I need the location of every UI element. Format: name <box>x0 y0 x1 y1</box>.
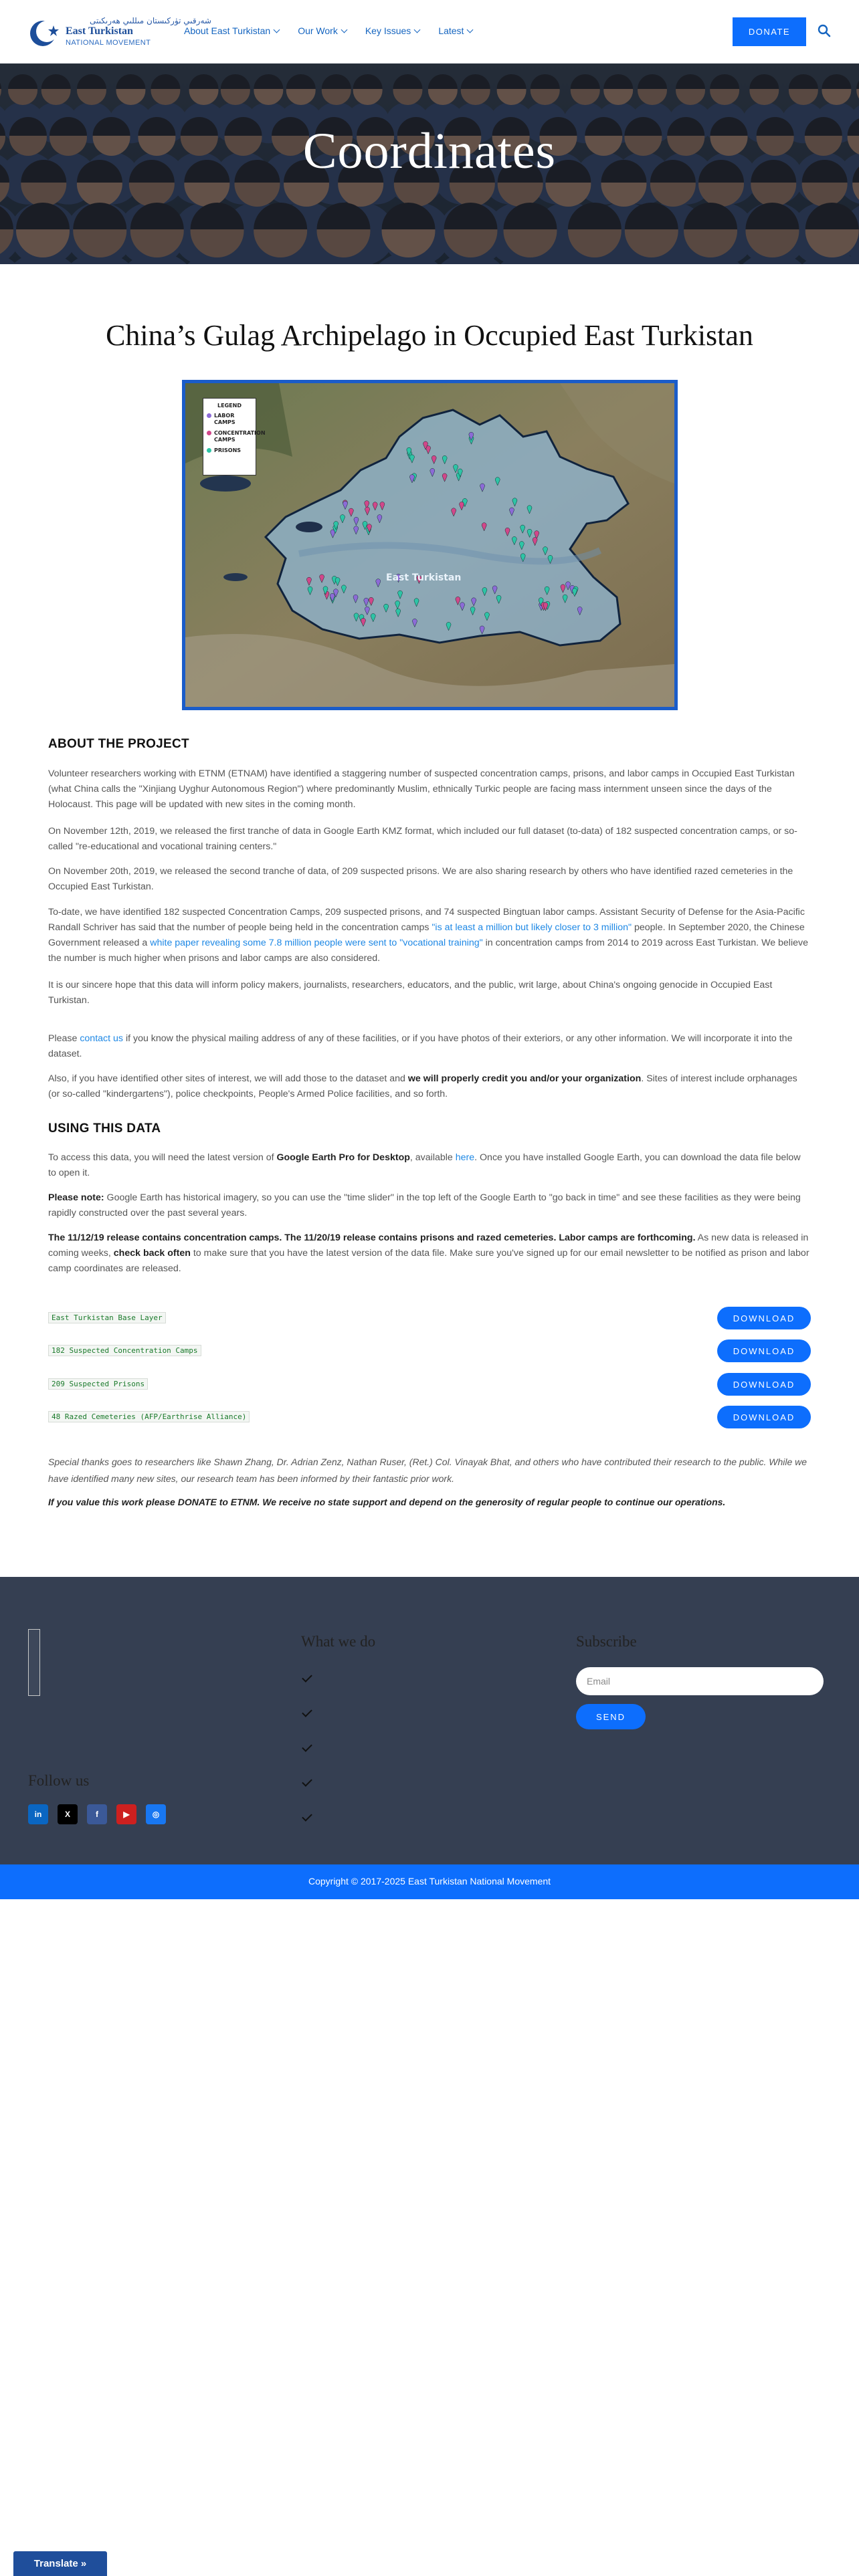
file-row <box>48 1373 811 1396</box>
download-base-layer-button[interactable]: DOWNLOAD <box>717 1307 811 1329</box>
youtube-icon[interactable]: ▶ <box>116 1804 136 1824</box>
legend-item-concentration-camps <box>207 430 266 443</box>
using-p1 <box>48 1150 811 1181</box>
legend-label: CONCENTRATION CAMPS <box>214 430 266 443</box>
strong-text: we will properly credit you and/or your organization <box>407 1073 642 1084</box>
text: people. In September 2020, the Chinese Government released a <box>48 922 805 948</box>
subscribe-heading: Subscribe <box>576 1633 637 1650</box>
download-prisons-button[interactable]: DOWNLOAD <box>717 1373 811 1396</box>
white-paper-link[interactable]: white paper revealing some 7.8 million people were sent to "vocational training" <box>150 938 483 948</box>
download-razed-cemeteries-button[interactable]: DOWNLOAD <box>717 1406 811 1428</box>
nav-latest[interactable] <box>438 25 472 36</box>
donation-appeal: If you value this work please DONATE to ETNM. We receive no state support and depend on the generosity of regular people to continue our operations. <box>48 1497 726 1507</box>
logo-subtitle: NATIONAL MOVEMENT <box>66 39 151 47</box>
file-name: 48 Razed Cemeteries (AFP/Earthrise Alliance) <box>48 1411 250 1422</box>
donate-button[interactable]: DONATE <box>733 17 806 46</box>
strong-text: The 11/12/19 release contains concentration camps. The 11/20/19 release contains prisons and razed cemeteries. Labor camps are forthcoming. <box>48 1232 696 1243</box>
about-heading: ABOUT THE PROJECT <box>48 737 189 751</box>
logo-name: East Turkistan <box>66 25 133 37</box>
pin-icon <box>207 431 211 435</box>
chevron-down-icon <box>467 26 474 33</box>
x-icon[interactable]: X <box>58 1804 78 1824</box>
nav-our-work[interactable] <box>298 25 347 36</box>
nav-label: Key Issues <box>365 25 411 36</box>
nav-about-east-turkistan[interactable] <box>184 25 279 36</box>
map-legend <box>203 398 266 475</box>
copyright-text: Copyright © 2017-2025 East Turkistan National Movement <box>308 1876 551 1887</box>
file-row <box>48 1307 811 1329</box>
what-we-do-heading: What we do <box>301 1633 376 1650</box>
search-icon[interactable] <box>818 24 831 37</box>
site-logo[interactable] <box>28 15 211 49</box>
text: To access this data, you will need the latest version of <box>48 1152 277 1163</box>
file-name: 182 Suspected Concentration Camps <box>48 1345 201 1356</box>
using-heading: USING THIS DATA <box>48 1121 161 1136</box>
text: Also, if you have identified other sites of interest, we will add those to the dataset and <box>48 1073 408 1084</box>
check-icon <box>302 1741 312 1752</box>
text: . Once you have installed Google Earth, you can download the data file below to open it. <box>48 1152 801 1178</box>
pin-icon <box>207 448 211 453</box>
copyright-bar <box>0 1864 859 1899</box>
site-header <box>0 0 859 64</box>
check-icon <box>302 1707 312 1717</box>
main-nav <box>184 25 472 36</box>
instagram-icon[interactable]: ◎ <box>146 1804 166 1824</box>
legend-item-labor-camps <box>207 413 252 426</box>
send-button[interactable]: SEND <box>576 1704 646 1729</box>
file-row <box>48 1406 811 1428</box>
nav-label: Latest <box>438 25 464 36</box>
text: To-date, we have identified 182 suspected Concentration Camps, 209 suspected prisons, and 74 suspected Bingtuan labor camps. Assistant Security of Defense for the Asia-Pacific Randall Schriver has said that the number of people being held in the concentration camps <box>48 907 805 933</box>
schriver-quote-link[interactable]: "is at least a million but likely closer to 3 million" <box>432 922 632 933</box>
check-icon <box>302 1811 312 1822</box>
map-region-label: East Turkistan <box>386 572 462 583</box>
site-footer <box>0 1577 859 1864</box>
chevron-down-icon <box>414 26 421 33</box>
check-icon <box>302 1776 312 1787</box>
hero-title: Coordinates <box>302 123 557 179</box>
contact-us-link[interactable]: contact us <box>80 1033 123 1044</box>
hero-banner <box>0 64 859 264</box>
strong-text: check back often <box>113 1248 191 1259</box>
chevron-down-icon <box>274 26 280 33</box>
strong-text: Google Earth Pro for Desktop <box>276 1152 410 1163</box>
file-row <box>48 1339 811 1362</box>
text: if you know the physical mailing address of any of these facilities, or if you have photos of their exteriors, or any other information. We will incorporate it into the dataset. <box>48 1033 793 1059</box>
legend-title: LEGEND <box>217 403 242 409</box>
crescent-star-icon <box>28 16 63 48</box>
text: to make sure that you have the latest version of the data file. Make sure you've signed up for our email newsletter to be notified as prison and labor camp coordinates are released. <box>48 1248 809 1274</box>
logo-uyghur-text: شەرقىي تۈركىستان مىللىي ھەرىكىتى <box>90 16 211 25</box>
legend-item-prisons <box>207 447 252 454</box>
camps-map-image <box>182 380 678 710</box>
text: in concentration camps from 2014 to 2019 across East Turkistan. We believe the number is much higher when prisons and labor camps are also considered. <box>48 938 808 964</box>
pin-icon <box>207 413 211 418</box>
file-name: 209 Suspected Prisons <box>48 1378 148 1390</box>
download-concentration-camps-button[interactable]: DOWNLOAD <box>717 1339 811 1362</box>
text: As new data is released in coming weeks, <box>48 1232 809 1259</box>
footer-logo-image[interactable] <box>28 1629 40 1696</box>
nav-key-issues[interactable] <box>365 25 419 36</box>
nav-label: Our Work <box>298 25 338 36</box>
thanks-note: Special thanks goes to researchers like Shawn Zhang, Dr. Adrian Zenz, Nathan Ruser, (Ret.) Col. Vinayak Bhat, and others who have contributed their research to the public. While we have identified many new sites, our research team has been informed by their fantastic prior work. <box>48 1457 807 1484</box>
facebook-icon[interactable]: f <box>87 1804 107 1824</box>
using-p2 <box>48 1190 811 1221</box>
using-p3 <box>48 1230 811 1277</box>
about-p6 <box>48 1031 811 1062</box>
page-title: China’s Gulag Archipelago in Occupied East Turkistan <box>106 319 753 352</box>
chevron-down-icon <box>341 26 347 33</box>
text: Google Earth has historical imagery, so you can use the "time slider" in the top left of the Google Earth to "go back in time" and see these facilities as they were being rapidly constructed over the past several years. <box>48 1192 801 1218</box>
about-p3: On November 20th, 2019, we released the second tranche of data, of 209 suspected prisons. We are also sharing research by others who have identified razed cemeteries in the Occupied East Turkistan. <box>48 866 793 892</box>
legend-label: PRISONS <box>214 447 242 453</box>
about-p5: It is our sincere hope that this data will inform policy makers, journalists, researchers, educators, and the public, writ large, about China's ongoing genocide in Occupied East Turkistan. <box>48 980 773 1006</box>
about-p1: Volunteer researchers working with ETNM (ETNAM) have identified a staggering number of suspected concentration camps, prisons, and labor camps in Occupied East Turkistan (what China calls the "Xinjiang Uyghur Autonomous Region") where predominantly Muslim, ethnically Turkic people are facing mass internment unseen since the days of the Holocaust. This page will be updated with new sites in the coming month. <box>48 768 795 810</box>
about-p4 <box>48 905 811 966</box>
translate-button[interactable]: Translate » <box>13 2551 107 2576</box>
text: , available <box>409 1152 456 1163</box>
about-p7 <box>48 1071 811 1102</box>
text: Please <box>48 1033 80 1044</box>
about-p2: On November 12th, 2019, we released the first tranche of data in Google Earth KMZ format, which included our full dataset (to-data) of 182 suspected concentration camps, or so-called "re-educational and vocational training centers." <box>48 826 797 852</box>
check-icon <box>302 1672 312 1683</box>
text: . Sites of interest include orphanages (or so-called "kindergartens"), police checkpoints, People's Armed Police facilities, and so forth. <box>48 1073 797 1099</box>
legend-label: LABOR CAMPS <box>214 413 235 425</box>
google-earth-download-link[interactable]: here <box>455 1152 475 1163</box>
file-name: East Turkistan Base Layer <box>48 1312 166 1323</box>
linkedin-icon[interactable]: in <box>28 1804 48 1824</box>
strong-text: Please note: <box>48 1192 104 1203</box>
email-input[interactable] <box>576 1667 824 1695</box>
nav-label: About East Turkistan <box>184 25 271 36</box>
follow-us-heading: Follow us <box>28 1772 90 1789</box>
